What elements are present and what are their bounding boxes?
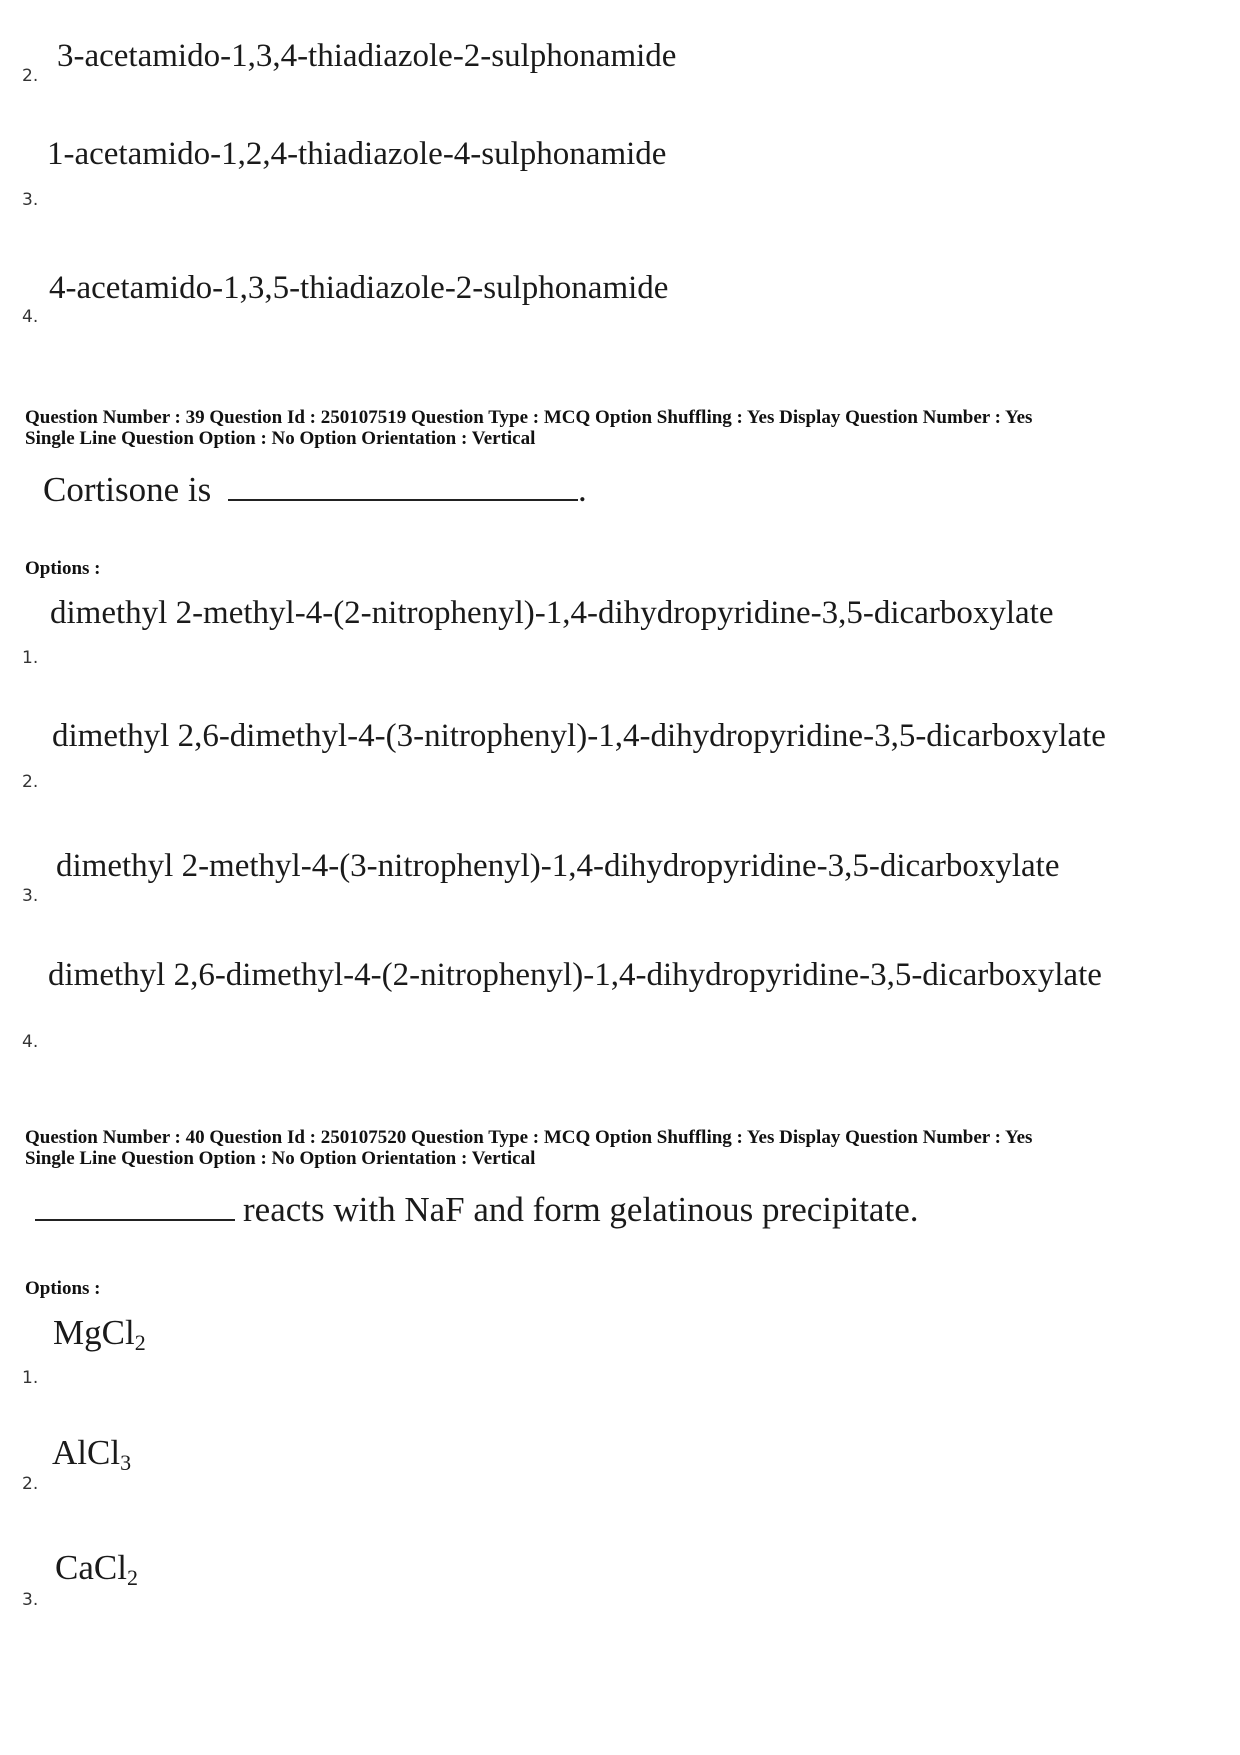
- formula-subscript: 2: [134, 1330, 146, 1355]
- meta-line-2: Single Line Question Option : No Option Orientation : Vertical: [25, 428, 536, 449]
- meta-line-1: Question Number : 40 Question Id : 250107520 Question Type : MCQ Option Shuffling : Yes Display Question Number : Yes: [25, 1127, 1033, 1148]
- question-39-text: [43, 470, 587, 510]
- question-stem: reacts with NaF and form gelatinous precipitate.: [243, 1190, 919, 1229]
- question-39-meta: [25, 407, 1032, 449]
- option-number: 3.: [22, 190, 39, 210]
- option-text: dimethyl 2,6-dimethyl-4-(2-nitrophenyl)-1,4-dihydropyridine-3,5-dicarboxylate: [48, 957, 1102, 993]
- option-text: 4-acetamido-1,3,5-thiadiazole-2-sulphonamide: [49, 270, 669, 306]
- answer-blank: [35, 1191, 235, 1221]
- formula-subscript: 3: [120, 1450, 132, 1475]
- question-end: .: [577, 470, 587, 509]
- formula-base: CaCl: [55, 1548, 127, 1587]
- formula-subscript: 2: [126, 1565, 138, 1590]
- option-number: 2.: [22, 66, 39, 86]
- option-number: 3.: [22, 1590, 39, 1610]
- option-text: [53, 1313, 146, 1356]
- option-number: 1.: [22, 648, 39, 668]
- option-text: dimethyl 2,6-dimethyl-4-(3-nitrophenyl)-1,4-dihydropyridine-3,5-dicarboxylate: [52, 718, 1106, 754]
- option-number: 4.: [22, 307, 39, 327]
- option-text: [55, 1548, 138, 1591]
- formula-base: AlCl: [52, 1433, 121, 1472]
- question-40-meta: [25, 1127, 1032, 1169]
- formula-base: MgCl: [53, 1313, 135, 1352]
- meta-line-2: Single Line Question Option : No Option Orientation : Vertical: [25, 1148, 536, 1169]
- meta-line-1: Question Number : 39 Question Id : 250107519 Question Type : MCQ Option Shuffling : Yes Display Question Number : Yes: [25, 407, 1033, 428]
- option-text: dimethyl 2-methyl-4-(3-nitrophenyl)-1,4-dihydropyridine-3,5-dicarboxylate: [56, 848, 1060, 884]
- question-40-text: [35, 1190, 918, 1230]
- question-stem: Cortisone is: [43, 470, 212, 509]
- option-text: 3-acetamido-1,3,4-thiadiazole-2-sulphonamide: [57, 38, 677, 74]
- options-label: Options :: [25, 1278, 101, 1299]
- option-number: 2.: [22, 1474, 39, 1494]
- option-text: dimethyl 2-methyl-4-(2-nitrophenyl)-1,4-dihydropyridine-3,5-dicarboxylate: [50, 595, 1054, 631]
- option-text: 1-acetamido-1,2,4-thiadiazole-4-sulphonamide: [47, 136, 667, 172]
- option-text: [52, 1433, 131, 1476]
- option-number: 3.: [22, 886, 39, 906]
- option-number: 2.: [22, 772, 39, 792]
- options-label: Options :: [25, 558, 101, 579]
- answer-blank: [228, 471, 578, 501]
- option-number: 4.: [22, 1032, 39, 1052]
- option-number: 1.: [22, 1368, 39, 1388]
